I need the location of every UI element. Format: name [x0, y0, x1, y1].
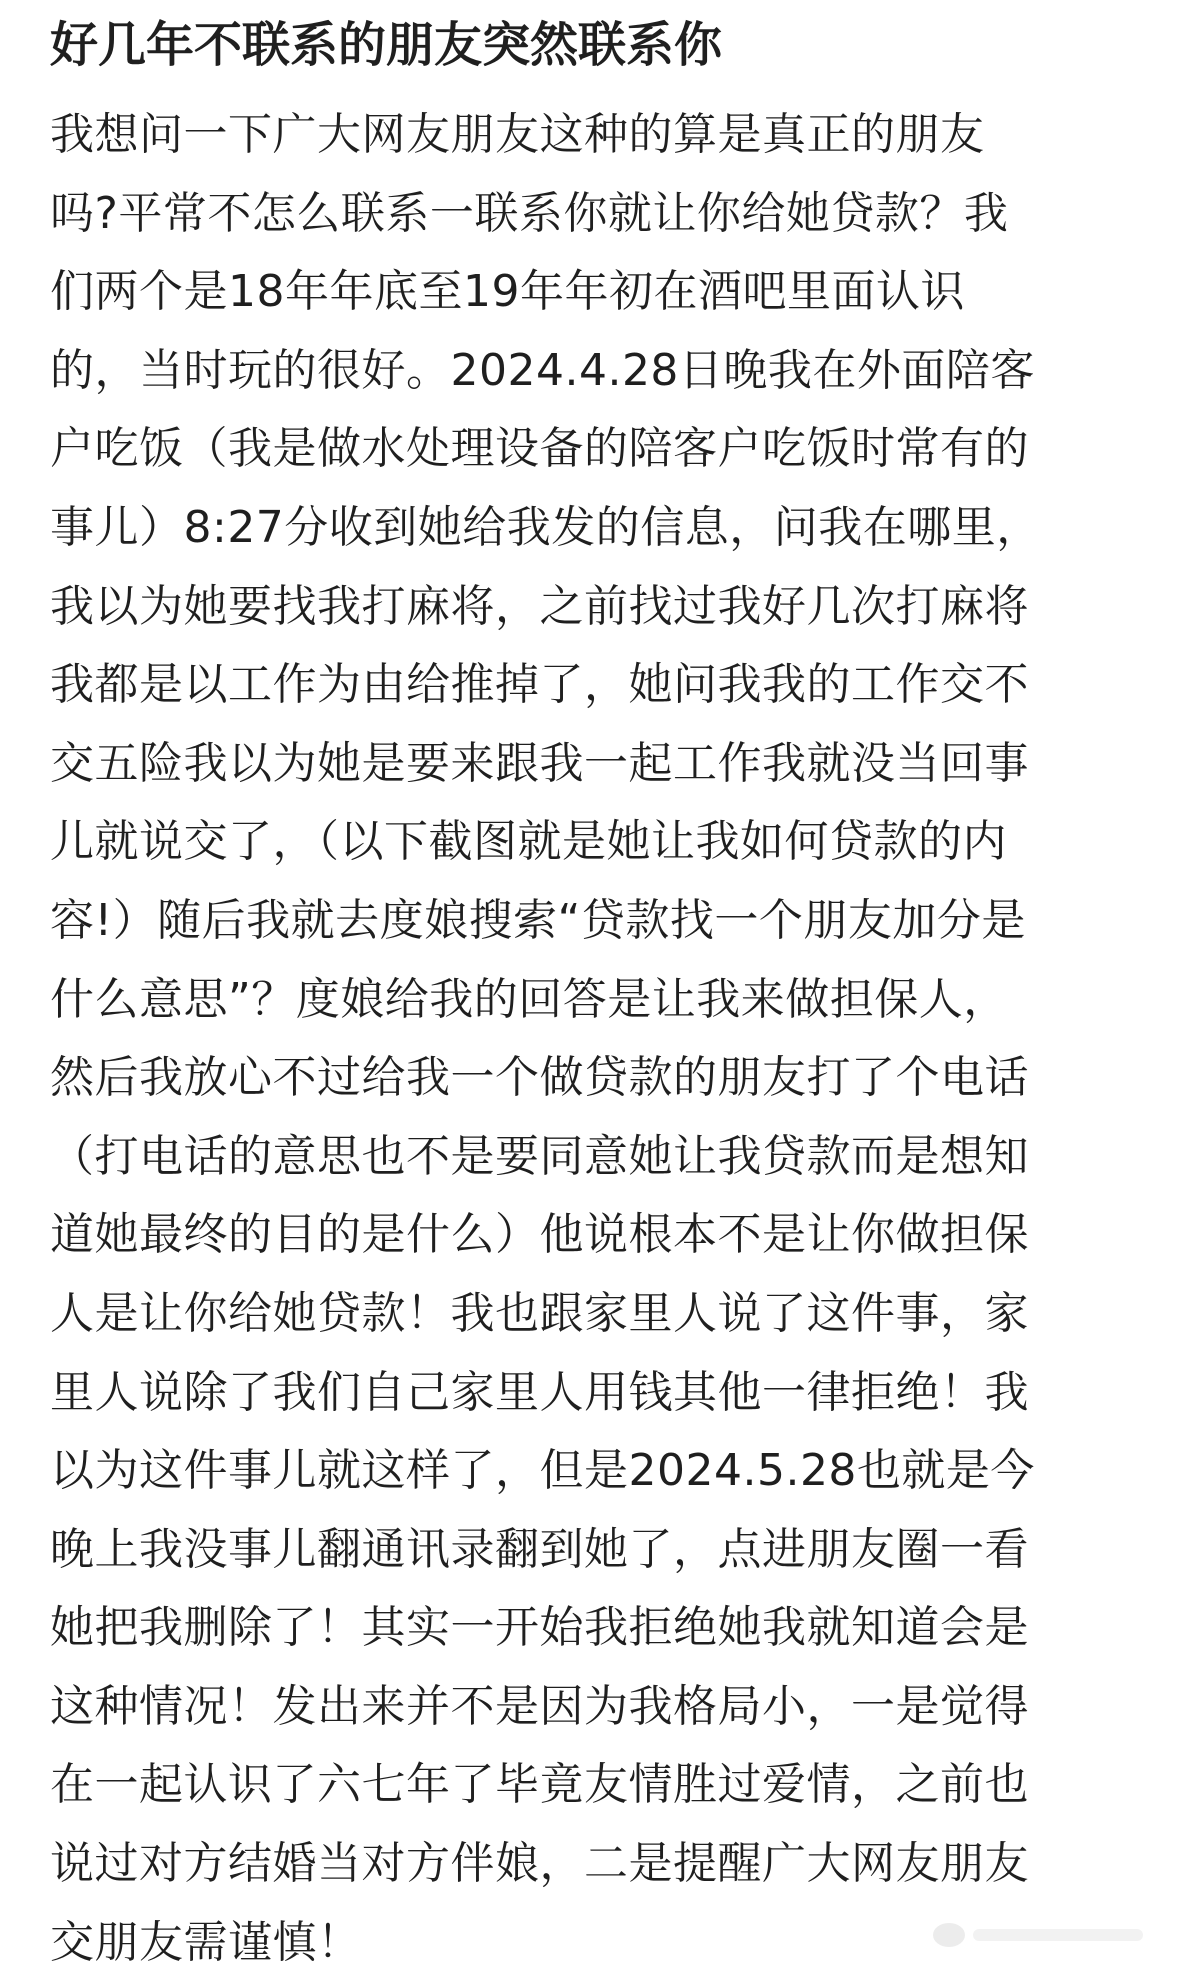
body-line: 什么意思”？度娘给我的回答是让我来做担保人， [50, 973, 1008, 1025]
body-line: 容!）随后我就去度娘搜索“贷款找一个朋友加分是 [50, 894, 1026, 946]
body-line: 她把我删除了！其实一开始我拒绝她我就知道会是 [50, 1602, 1029, 1654]
body-line: 儿就说交了，（以下截图就是她让我如何贷款的内 [50, 816, 1007, 868]
watermark-mark-icon [929, 1915, 1159, 1955]
body-line: 我以为她要找我打麻将，之前找过我好几次打麻将 [50, 580, 1029, 632]
body-line: 晚上我没事儿翻通讯录翻到她了，点进朋友圈一看 [50, 1523, 1029, 1575]
body-line: （打电话的意思也不是要同意她让我贷款而是想知 [50, 1130, 1029, 1182]
body-line: 以为这件事儿就这样了，但是2024.5.28也就是今 [50, 1445, 1035, 1497]
body-line: 道她最终的目的是什么）他说根本不是让你做担保 [50, 1209, 1029, 1261]
post-title: 好几年不联系的朋友突然联系你 [50, 17, 723, 73]
body-line: 说过对方结婚当对方伴娘，二是提醒广大网友朋友 [50, 1838, 1029, 1890]
body-line: 里人说除了我们自己家里人用钱其他一律拒绝！我 [50, 1366, 1029, 1418]
body-line: 事儿）8:27分收到她给我发的信息，问我在哪里， [50, 501, 1041, 553]
body-line: 我都是以工作为由给推掉了，她问我我的工作交不 [50, 659, 1029, 711]
post-body [50, 96, 1130, 1982]
body-line: 我想问一下广大网友朋友这种的算是真正的朋友 [50, 109, 985, 160]
body-line: 人是让你给她贷款！我也跟家里人说了这件事，家 [50, 1287, 1029, 1339]
body-line: 吗?平常不怎么联系一联系你就让你给她贷款？我 [50, 187, 1009, 239]
body-line: 交五险我以为她是要来跟我一起工作我就没当回事 [50, 737, 1029, 789]
body-line: 户吃饭（我是做水处理设备的陪客户吃饭时常有的 [50, 423, 1029, 475]
post [50, 0, 1130, 1982]
body-line: 交朋友需谨慎！ [50, 1916, 362, 1968]
watermark [929, 1915, 1159, 1955]
body-line: 在一起认识了六七年了毕竟友情胜过爱情，之前也 [50, 1759, 1029, 1811]
body-line: 的，当时玩的很好。2024.4.28日晚我在外面陪客 [50, 344, 1035, 396]
body-line: 这种情况！发出来并不是因为我格局小，一是觉得 [50, 1680, 1029, 1732]
body-line: 们两个是18年年底至19年年初在酒吧里面认识 [50, 266, 965, 318]
body-line: 然后我放心不过给我一个做贷款的朋友打了个电话 [50, 1052, 1029, 1104]
